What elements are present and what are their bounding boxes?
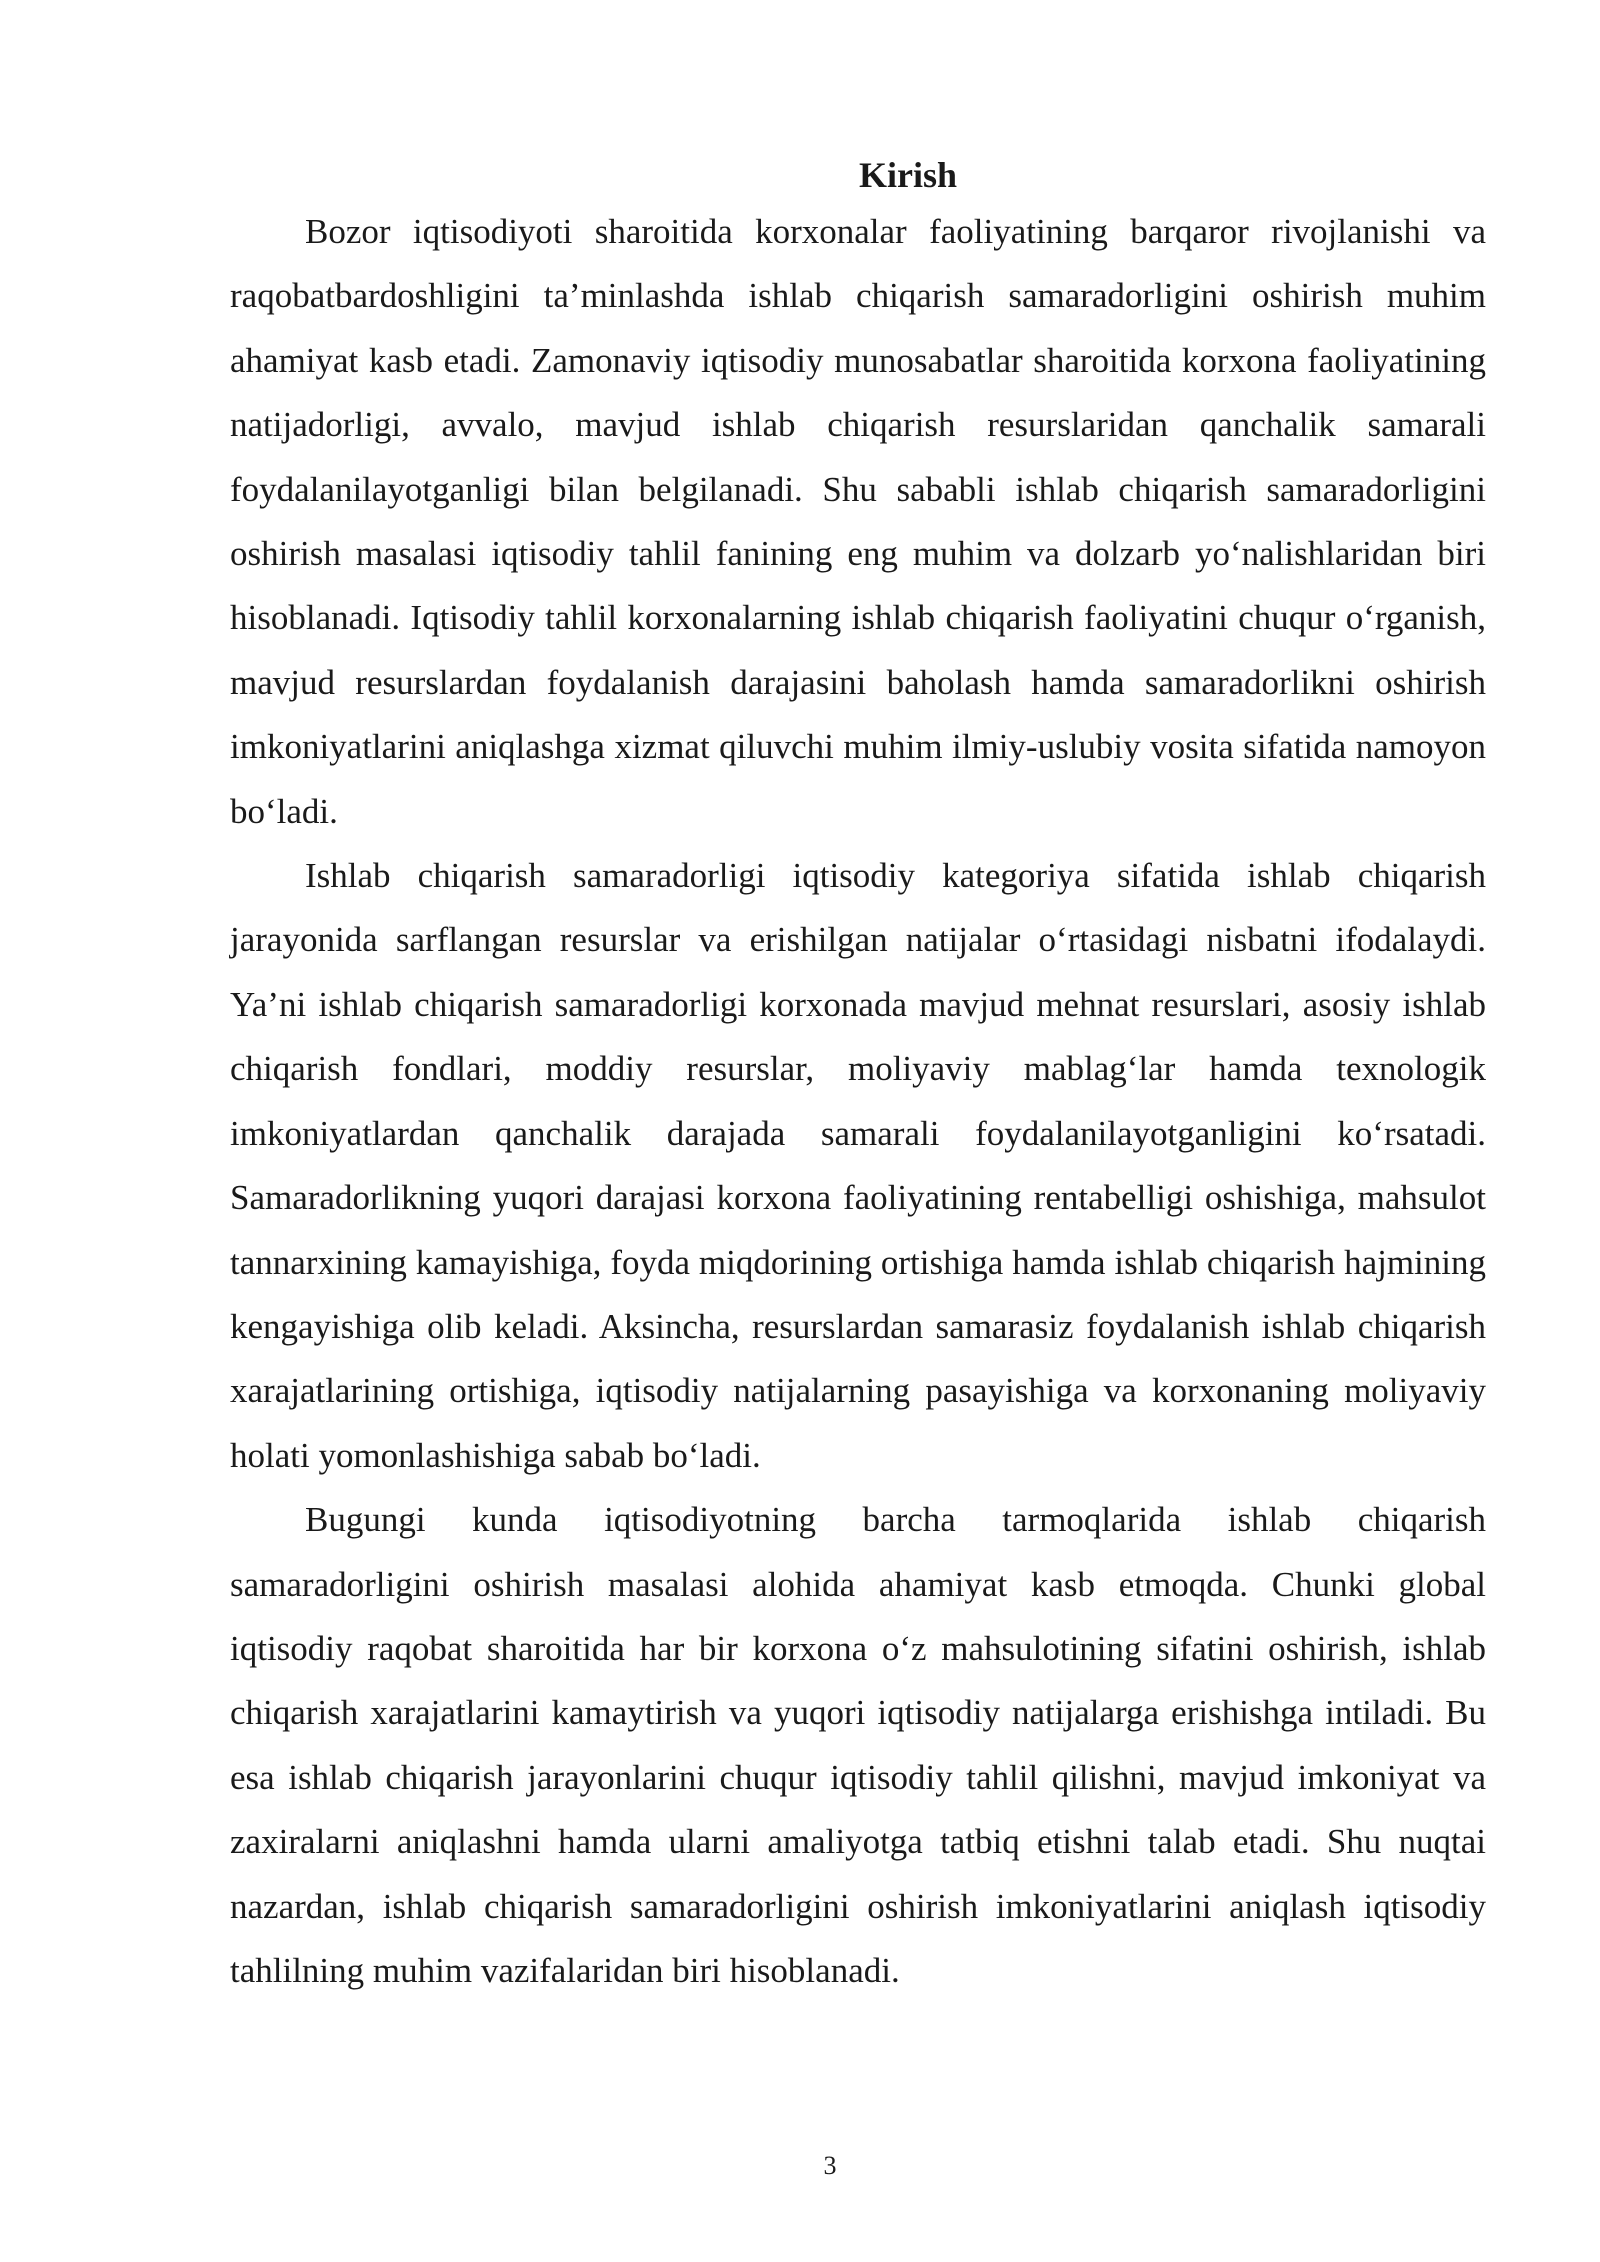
page-number: 3 [823, 2151, 837, 2180]
paragraph-3: Bugungi kunda iqtisodiyotning barcha tarmoqlarida ishlab chiqarish samaradorligini oshirish masalasi alohida ahamiyat kasb etmoqda. Chunki global iqtisodiy raqobat sharoitida har bir korxona o‘z mahsulotining sifatini oshirish, ishlab chiqarish xarajatlarini kamaytirish va yuqori iqtisodiy natijalarga erishishga intiladi. Bu esa ishlab chiqarish jarayonlarini chuqur iqtisodiy tahlil qilishni, mavjud imkoniyat va zaxiralarni aniqlashni hamda ularni amaliyotga tatbiq etishni talab etadi. Shu nuqtai nazardan, ishlab chiqarish samaradorligini oshirish imkoniyatlarini aniqlash iqtisodiy tahlilning muhim vazifalaridan biri hisoblanadi. [230, 1500, 1486, 1990]
page-content [230, 150, 1486, 2003]
paragraph-1: Bozor iqtisodiyoti sharoitida korxonalar faoliyatining barqaror rivojlanishi va raqobatbardoshligini ta’minlashda ishlab chiqarish samaradorligini oshirish muhim ahamiyat kasb etadi. Zamonaviy iqtisodiy munosabatlar sharoitida korxona faoliyatining natijadorligi, avvalo, mavjud ishlab chiqarish resurslaridan qanchalik samarali foydalanilayotganligi bilan belgilanadi. Shu sababli ishlab chiqarish samaradorligini oshirish masalasi iqtisodiy tahlil fanining eng muhim va dolzarb yo‘nalishlaridan biri hisoblanadi. Iqtisodiy tahlil korxonalarning ishlab chiqarish faoliyatini chuqur o‘rganish, mavjud resurslardan foydalanish darajasini baholash hamda samaradorlikni oshirish imkoniyatlarini aniqlashga xizmat qiluvchi muhim ilmiy-uslubiy vosita sifatida namoyon bo‘ladi. [230, 212, 1486, 831]
paragraph-2: Ishlab chiqarish samaradorligi iqtisodiy kategoriya sifatida ishlab chiqarish jarayonida sarflangan resurslar va erishilgan natijalar o‘rtasidagi nisbatni ifodalaydi. Ya’ni ishlab chiqarish samaradorligi korxonada mavjud mehnat resurslari, asosiy ishlab chiqarish fondlari, moddiy resurslar, moliyaviy mablag‘lar hamda texnologik imkoniyatlardan qanchalik darajada samarali foydalanilayotganligini ko‘rsatadi. Samaradorlikning yuqori darajasi korxona faoliyatining rentabelligi oshishiga, mahsulot tannarxining kamayishiga, foyda miqdorining ortishiga hamda ishlab chiqarish hajmining kengayishiga olib keladi. Aksincha, resurslardan samarasiz foydalanish ishlab chiqarish xarajatlarining ortishiga, iqtisodiy natijalarning pasayishiga va korxonaning moliyaviy holati yomonlashishiga sabab bo‘ladi. [230, 856, 1486, 1475]
section-heading: Kirish [858, 155, 957, 195]
